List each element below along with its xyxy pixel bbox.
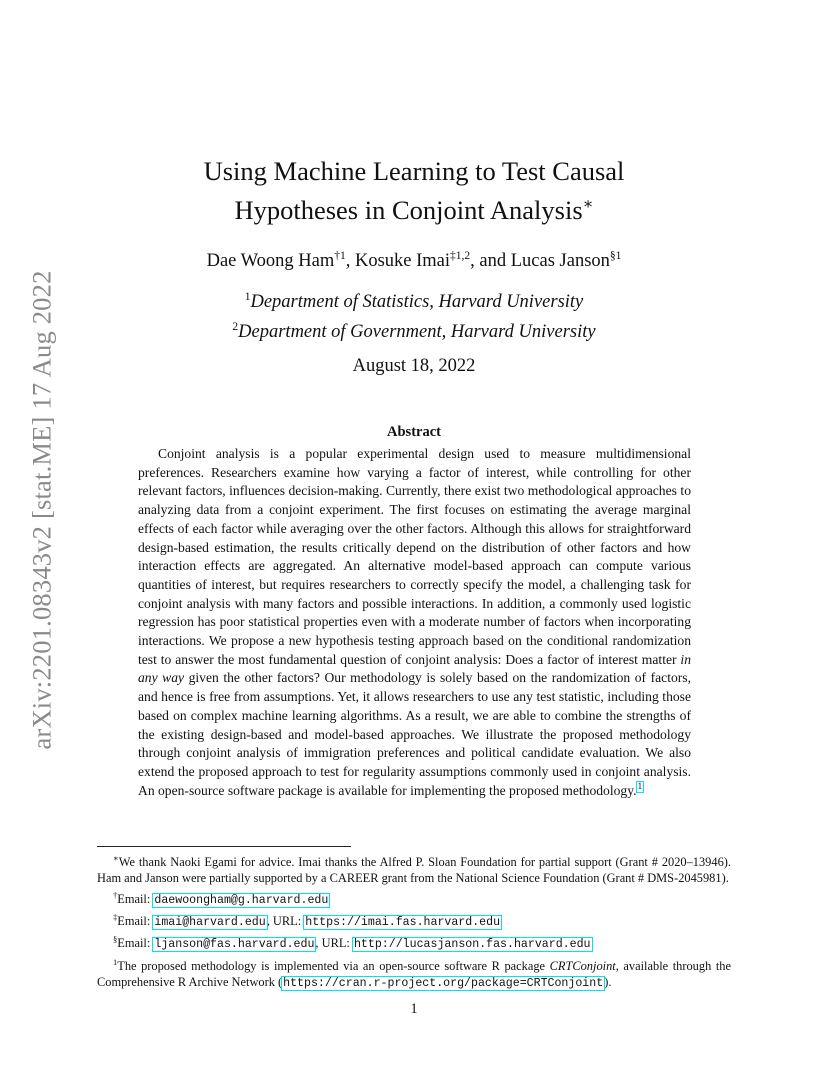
footnote-janson-label: Email:	[117, 936, 154, 951]
affiliation-2-mark: 2	[232, 321, 239, 334]
affiliations	[0, 285, 828, 345]
page-number: 1	[410, 1001, 418, 1017]
footnote-1-text-c: ).	[604, 974, 612, 989]
footnote-janson-url-label: , URL:	[315, 936, 353, 951]
footnote-imai-label: Email:	[117, 913, 154, 928]
footnote-ham-label: Email:	[117, 891, 154, 906]
author-janson-mark: §1	[609, 250, 622, 262]
footnote-thanks-text: We thank Naoki Egami for advice. Imai thanks the Alfred P. Sloan Foundation for partial support (Grant # 2020–13946). Ham and Janson were partially supported by a CAREER grant from the National Science Foundation (Grant # DMS-2045981).	[97, 855, 731, 886]
abstract-heading: Abstract	[387, 424, 441, 440]
footnote-janson	[97, 931, 731, 953]
ham-email-link[interactable]: daewoongham@g.harvard.edu	[154, 893, 329, 907]
footnote-thanks	[97, 850, 731, 887]
author-list	[0, 244, 828, 273]
footnote-thanks-mark: ∗	[113, 853, 119, 863]
author-imai-mark: ‡1,2	[450, 250, 471, 262]
author-janson: , and Lucas Janson	[470, 251, 610, 272]
affiliation-1-text: Department of Statistics, Harvard University	[250, 292, 584, 313]
janson-url-link[interactable]: http://lucasjanson.fas.harvard.edu	[353, 938, 591, 952]
footnote-imai	[97, 909, 731, 931]
author-ham-mark: †1	[334, 250, 346, 262]
paper-title	[0, 154, 828, 227]
footnote-janson-mark: §	[113, 934, 118, 945]
footnotes	[97, 850, 731, 992]
author-ham: Dae Woong Ham	[206, 251, 335, 272]
footnote-imai-mark: ‡	[113, 911, 118, 922]
footnote-1-mark: 1	[113, 956, 118, 967]
abstract-text-1: Conjoint analysis is a popular experimental design used to measure multidimensional preferences. Researchers examine how varying a factor of interest, while controlling for other relevant factors, influences decision-making. Currently, there exist two methodological approaches to analyzing data from a conjoint experiment. The first focuses on estimating the average marginal effects of each factor while averaging over the other factors. Although this allows for straightforward design-based estimation, the results critically depend on the distribution of other factors and how interaction effects are aggregated. An alternative model-based approach can compute various quantities of interest, but requires researchers to correctly specify the model, a challenging task for conjoint analysis with many factors and possible interactions. In addition, a commonly used logistic regression has poor statistical properties even with a moderate number of factors when incorporating interactions. We propose a new hypothesis testing approach based on the conditional randomization test to answer the most fundamental question of conjoint analysis: Does a factor of interest matter	[138, 446, 691, 667]
author-imai: , Kosuke Imai	[345, 251, 451, 272]
footnote-1-package-name: CRTConjoint	[549, 958, 616, 973]
title-line-2: Hypotheses in Conjoint Analysis	[234, 194, 583, 225]
abstract-text-2: given the other factors? Our methodology is solely based on the randomization of factors, and hence is free from assumptions. Yet, it allows researchers to use any test statistic, including those based on complex machine learning algorithms. As a result, we are able to combine the strengths of the existing design-based and model-based approaches. We illustrate the proposed methodology through conjoint analysis of immigration preferences and political candidate evaluation. We also extend the proposed approach to test for regularity assumptions commonly used in conjoint analysis. An open-source software package is available for implementing the proposed methodology.	[138, 670, 691, 798]
footnote-divider	[97, 846, 351, 847]
footnote-1-link[interactable]: 1	[637, 782, 643, 793]
title-footnote-mark: ∗	[582, 196, 594, 213]
footnote-1-text-a: The proposed methodology is implemented via an open-source software R package	[117, 958, 550, 973]
paper-date: August 18, 2022	[352, 356, 476, 376]
affiliation-1	[0, 285, 828, 315]
affiliation-2-text: Department of Government, Harvard University	[238, 322, 596, 343]
title-line-1: Using Machine Learning to Test Causal	[203, 156, 625, 186]
footnote-1-text-b: , available through the Comprehensive R Archive Network (	[97, 958, 731, 989]
abstract-emphasis: in any way	[138, 651, 691, 686]
imai-email-link[interactable]: imai@harvard.edu	[154, 915, 266, 929]
cran-url-link[interactable]: https://cran.r-project.org/package=CRTConjoint	[283, 976, 604, 990]
footnote-ham	[97, 887, 731, 909]
affiliation-1-mark: 1	[244, 291, 251, 303]
footnote-1	[97, 954, 731, 993]
imai-url-link[interactable]: https://imai.fas.harvard.edu	[305, 915, 501, 929]
footnote-imai-url-label: , URL:	[266, 913, 305, 928]
footnote-ham-mark: †	[113, 889, 118, 900]
arxiv-identifier: arXiv:2201.08343v2 [stat.ME] 17 Aug 2022	[26, 270, 57, 750]
janson-email-link[interactable]: ljanson@fas.harvard.edu	[154, 938, 315, 952]
abstract-body	[138, 445, 691, 800]
affiliation-2	[0, 315, 828, 345]
